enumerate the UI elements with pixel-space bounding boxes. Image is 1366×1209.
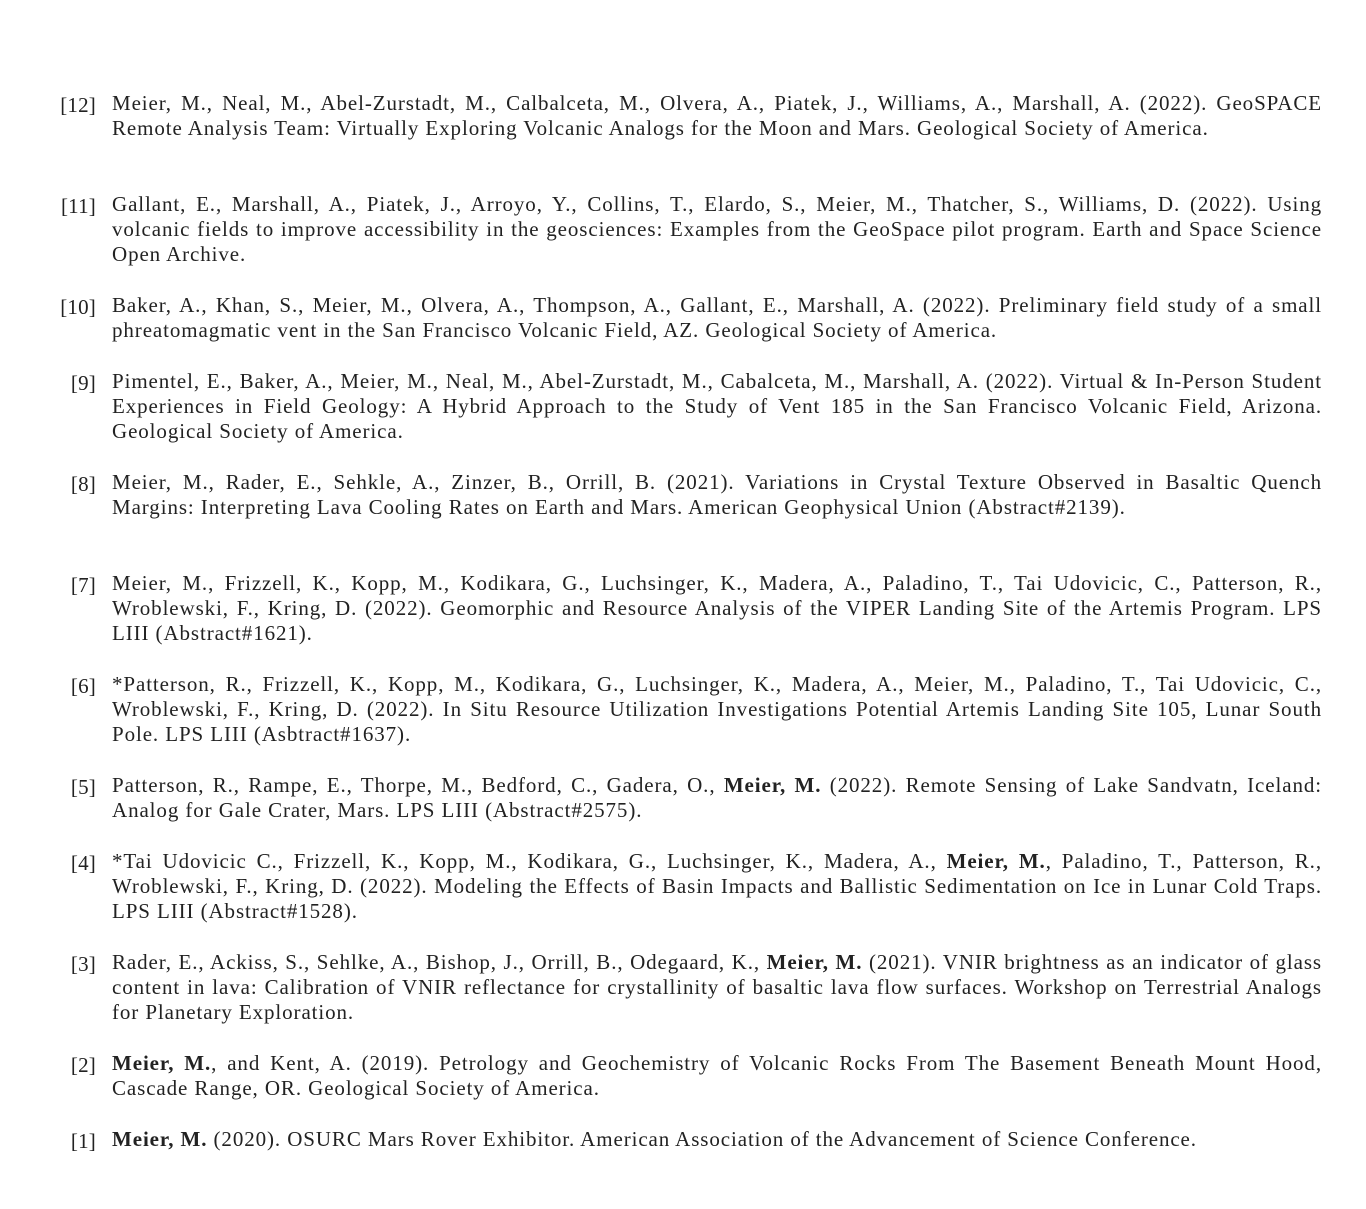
reference-item <box>52 91 1322 192</box>
reference-item <box>52 192 1322 293</box>
highlighted-author: Meier, M. <box>946 849 1046 873</box>
reference-text <box>112 773 1322 823</box>
reference-text <box>112 470 1322 520</box>
highlighted-author: Meier, M. <box>723 773 822 797</box>
reference-item <box>52 773 1322 849</box>
reference-text <box>112 571 1322 647</box>
reference-text <box>112 1051 1322 1101</box>
highlighted-author: Meier, M. <box>112 1127 208 1151</box>
reference-number: [6] <box>70 674 96 698</box>
reference-item <box>52 1051 1322 1127</box>
reference-item <box>52 672 1322 773</box>
reference-text <box>112 293 1322 343</box>
reference-text <box>112 369 1322 445</box>
reference-text <box>112 91 1322 141</box>
reference-text-segment: (2021). VNIR brightness as an indicator of glass content in lava: Calibration of VNIR reflectance for crystallinity of basaltic lava flow surfaces. Workshop on Terrestrial Analogs for Planetary Exploration. <box>112 950 1323 1025</box>
reference-item <box>52 950 1322 1051</box>
reference-number: [10] <box>60 295 96 319</box>
reference-list <box>52 91 1322 1203</box>
reference-number: [11] <box>60 194 96 218</box>
reference-text-segment: Meier, M., Rader, E., Sehkle, A., Zinzer, B., Orrill, B. (2021). Variations in Crystal Texture Observed in Basaltic Quench Margins: Interpreting Lava Cooling Rates on Earth and Mars. American Geophysical Union (Abstract#2139). <box>112 470 1322 520</box>
reference-item <box>52 849 1322 950</box>
reference-item <box>52 369 1322 470</box>
reference-text-segment: (2020). OSURC Mars Rover Exhibitor. American Association of the Advancement of Science Conference. <box>207 1127 1197 1151</box>
reference-text-segment: *Tai Udovicic C., Frizzell, K., Kopp, M., Kodikara, G., Luchsinger, K., Madera, A., <box>112 849 947 873</box>
reference-item <box>52 293 1322 369</box>
reference-text-segment: (2022). Remote Sensing of Lake Sandvatn, Iceland: Analog for Gale Crater, Mars. LPS LIII (Abstract#2575). <box>112 773 1322 823</box>
reference-number: [7] <box>70 573 96 597</box>
reference-number: [1] <box>70 1129 96 1153</box>
reference-text-segment: Pimentel, E., Baker, A., Meier, M., Neal, M., Abel-Zurstadt, M., Cabalceta, M., Marshall, A. (2022). Virtual & In-Person Student Experiences in Field Geology: A Hybrid Approach to the Study of Vent 185 in the San Francisco Volcanic Field, Arizona. Geological Society of America. <box>112 369 1322 444</box>
reference-text <box>112 849 1322 925</box>
reference-text-segment: Gallant, E., Marshall, A., Piatek, J., Arroyo, Y., Collins, T., Elardo, S., Meier, M., Thatcher, S., Williams, D. (2022). Using volcanic fields to improve accessibility in the geosciences: Examples from the GeoSpace pilot program. Earth and Space Science Open Archive. <box>112 192 1322 267</box>
reference-text <box>112 672 1322 748</box>
reference-text-segment: Baker, A., Khan, S., Meier, M., Olvera, A., Thompson, A., Gallant, E., Marshall, A. (2022). Preliminary field study of a small phreatomagmatic vent in the San Francisco Volcanic Field, AZ. Geological Society of America. <box>112 293 1322 343</box>
reference-text-segment: , Paladino, T., Patterson, R., Wroblewski, F., Kring, D. (2022). Modeling the Effects of Basin Impacts and Ballistic Sedimentation on Ice in Lunar Cold Traps. LPS LIII (Abstract#1528). <box>112 849 1322 924</box>
reference-number: [2] <box>70 1053 96 1077</box>
reference-item <box>52 571 1322 672</box>
reference-number: [9] <box>70 371 96 395</box>
reference-number: [5] <box>70 775 96 799</box>
reference-number: [4] <box>70 851 96 875</box>
reference-number: [12] <box>60 93 96 117</box>
reference-item <box>52 470 1322 571</box>
reference-text <box>112 192 1322 268</box>
reference-text <box>112 1127 1322 1152</box>
reference-number: [8] <box>70 472 96 496</box>
reference-text-segment: Patterson, R., Rampe, E., Thorpe, M., Bedford, C., Gadera, O., <box>112 773 724 797</box>
highlighted-author: Meier, M. <box>766 950 863 974</box>
reference-item <box>52 1127 1322 1203</box>
reference-text-segment: Rader, E., Ackiss, S., Sehlke, A., Bishop, J., Orrill, B., Odegaard, K., <box>112 950 767 974</box>
reference-number: [3] <box>70 952 96 976</box>
reference-text <box>112 950 1322 1026</box>
reference-text-segment: *Patterson, R., Frizzell, K., Kopp, M., Kodikara, G., Luchsinger, K., Madera, A., Meier, M., Paladino, T., Tai Udovicic, C., Wroblewski, F., Kring, D. (2022). In Situ Resource Utilization Investigations Potential Artemis Landing Site 105, Lunar South Pole. LPS LIII (Asbtract#1637). <box>112 672 1322 747</box>
reference-text-segment: Meier, M., Neal, M., Abel-Zurstadt, M., Calbalceta, M., Olvera, A., Piatek, J., Williams, A., Marshall, A. (2022). GeoSPACE Remote Analysis Team: Virtually Exploring Volcanic Analogs for the Moon and Mars. Geological Society of America. <box>112 91 1322 141</box>
highlighted-author: Meier, M. <box>112 1051 212 1075</box>
reference-text-segment: , and Kent, A. (2019). Petrology and Geochemistry of Volcanic Rocks From The Basement Beneath Mount Hood, Cascade Range, OR. Geological Society of America. <box>112 1051 1322 1101</box>
reference-text-segment: Meier, M., Frizzell, K., Kopp, M., Kodikara, G., Luchsinger, K., Madera, A., Paladino, T., Tai Udovicic, C., Patterson, R., Wroblewski, F., Kring, D. (2022). Geomorphic and Resource Analysis of the VIPER Landing Site of the Artemis Program. LPS LIII (Abstract#1621). <box>112 571 1322 646</box>
